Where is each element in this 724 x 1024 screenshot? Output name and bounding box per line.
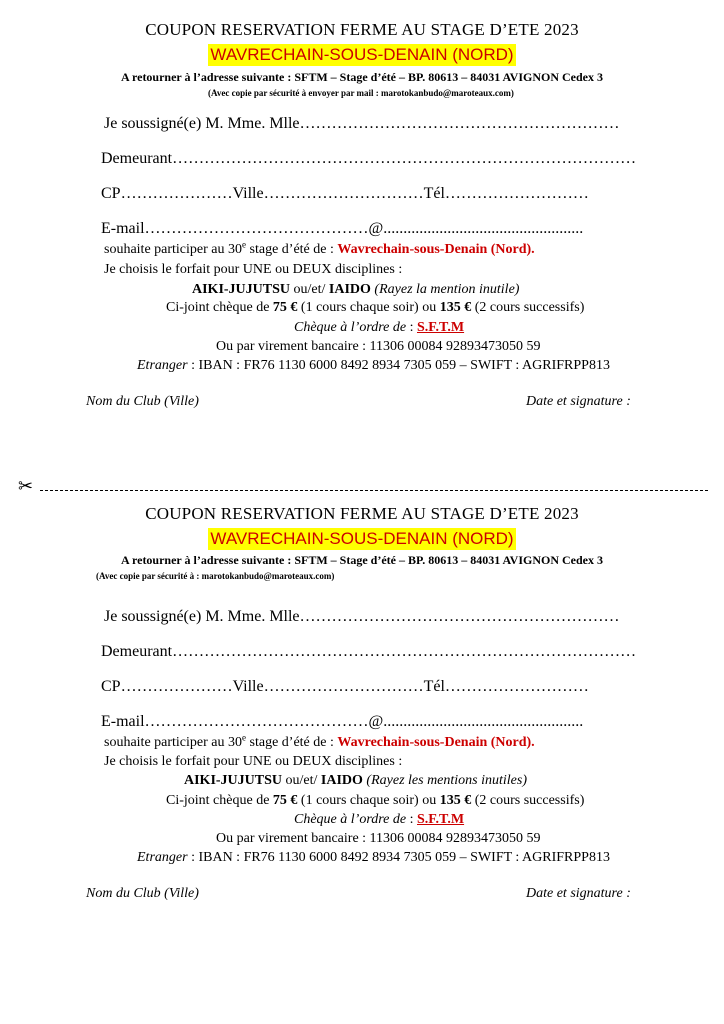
address-field[interactable]: Demeurant……………………………………………………………………………: [101, 150, 637, 167]
coupon-subtitle: WAVRECHAIN-SOUS-DENAIN (NORD): [210, 529, 514, 548]
club-name-label: Nom du Club (Ville): [86, 886, 199, 901]
cut-line: [18, 476, 708, 497]
dashed-divider: [40, 490, 708, 491]
participation-line: souhaite participer au 30e stage d’été de : Wavrechain-sous-Denain (Nord).: [104, 732, 535, 750]
scissors-icon: ✂: [18, 476, 34, 497]
cp-ville-tel-field[interactable]: CP…………………Ville…………………………Tél………………………: [101, 185, 589, 202]
cheque-order-line: Chèque à l’ordre de : S.F.T.M: [294, 812, 465, 827]
cheque-line: Ci-joint chèque de 75 € (1 cours chaque soir) ou 135 € (2 cours successifs): [166, 300, 585, 315]
disciplines-line: AIKI-JUJUTSU ou/et/ IAIDO (Rayez les mentions inutiles): [184, 773, 527, 788]
iban-line: Etranger : IBAN : FR76 1130 6000 8492 8934 7305 059 – SWIFT : AGRIFRPP813: [137, 850, 610, 865]
return-address: A retourner à l’adresse suivante : SFTM – Stage d’été – BP. 80613 – 84031 AVIGNON Cedex 3: [121, 553, 603, 567]
cp-ville-tel-field[interactable]: CP…………………Ville…………………………Tél………………………: [101, 678, 589, 695]
cheque-order-line: Chèque à l’ordre de : S.F.T.M: [294, 320, 465, 335]
return-address: A retourner à l’adresse suivante : SFTM – Stage d’été – BP. 80613 – 84031 AVIGNON Cedex 3: [121, 70, 603, 84]
virement-line: Ou par virement bancaire : 11306 00084 92893473050 59: [216, 339, 541, 354]
coupon-title: COUPON RESERVATION FERME AU STAGE D’ETE 2023: [145, 20, 579, 39]
copy-note: (Avec copie par sécurité à : marotokanbudo@maroteaux.com): [96, 571, 335, 581]
date-signature-label: Date et signature :: [526, 394, 631, 409]
coupon-subtitle: WAVRECHAIN-SOUS-DENAIN (NORD): [210, 45, 514, 64]
disciplines-line: AIKI-JUJUTSU ou/et/ IAIDO (Rayez la mention inutile): [192, 282, 520, 297]
name-field[interactable]: Je soussigné(e) M. Mme. Mlle……………………………………………………: [104, 115, 620, 132]
date-signature-label: Date et signature :: [526, 886, 631, 901]
email-field[interactable]: E-mail……………………………………@..................................................: [101, 713, 584, 730]
name-field[interactable]: Je soussigné(e) M. Mme. Mlle……………………………………………………: [104, 608, 620, 625]
address-field[interactable]: Demeurant……………………………………………………………………………: [101, 643, 637, 660]
cheque-line: Ci-joint chèque de 75 € (1 cours chaque soir) ou 135 € (2 cours successifs): [166, 793, 585, 808]
forfait-line: Je choisis le forfait pour UNE ou DEUX disciplines :: [104, 754, 403, 769]
forfait-line: Je choisis le forfait pour UNE ou DEUX disciplines :: [104, 262, 403, 277]
club-name-label: Nom du Club (Ville): [86, 394, 199, 409]
iban-line: Etranger : IBAN : FR76 1130 6000 8492 8934 7305 059 – SWIFT : AGRIFRPP813: [137, 358, 610, 373]
email-field[interactable]: E-mail……………………………………@..................................................: [101, 220, 584, 237]
coupon-title: COUPON RESERVATION FERME AU STAGE D’ETE 2023: [145, 504, 579, 523]
participation-line: souhaite participer au 30e stage d’été de : Wavrechain-sous-Denain (Nord).: [104, 239, 535, 257]
copy-note: (Avec copie par sécurité à envoyer par mail : marotokanbudo@maroteaux.com): [208, 88, 514, 98]
virement-line: Ou par virement bancaire : 11306 00084 92893473050 59: [216, 831, 541, 846]
